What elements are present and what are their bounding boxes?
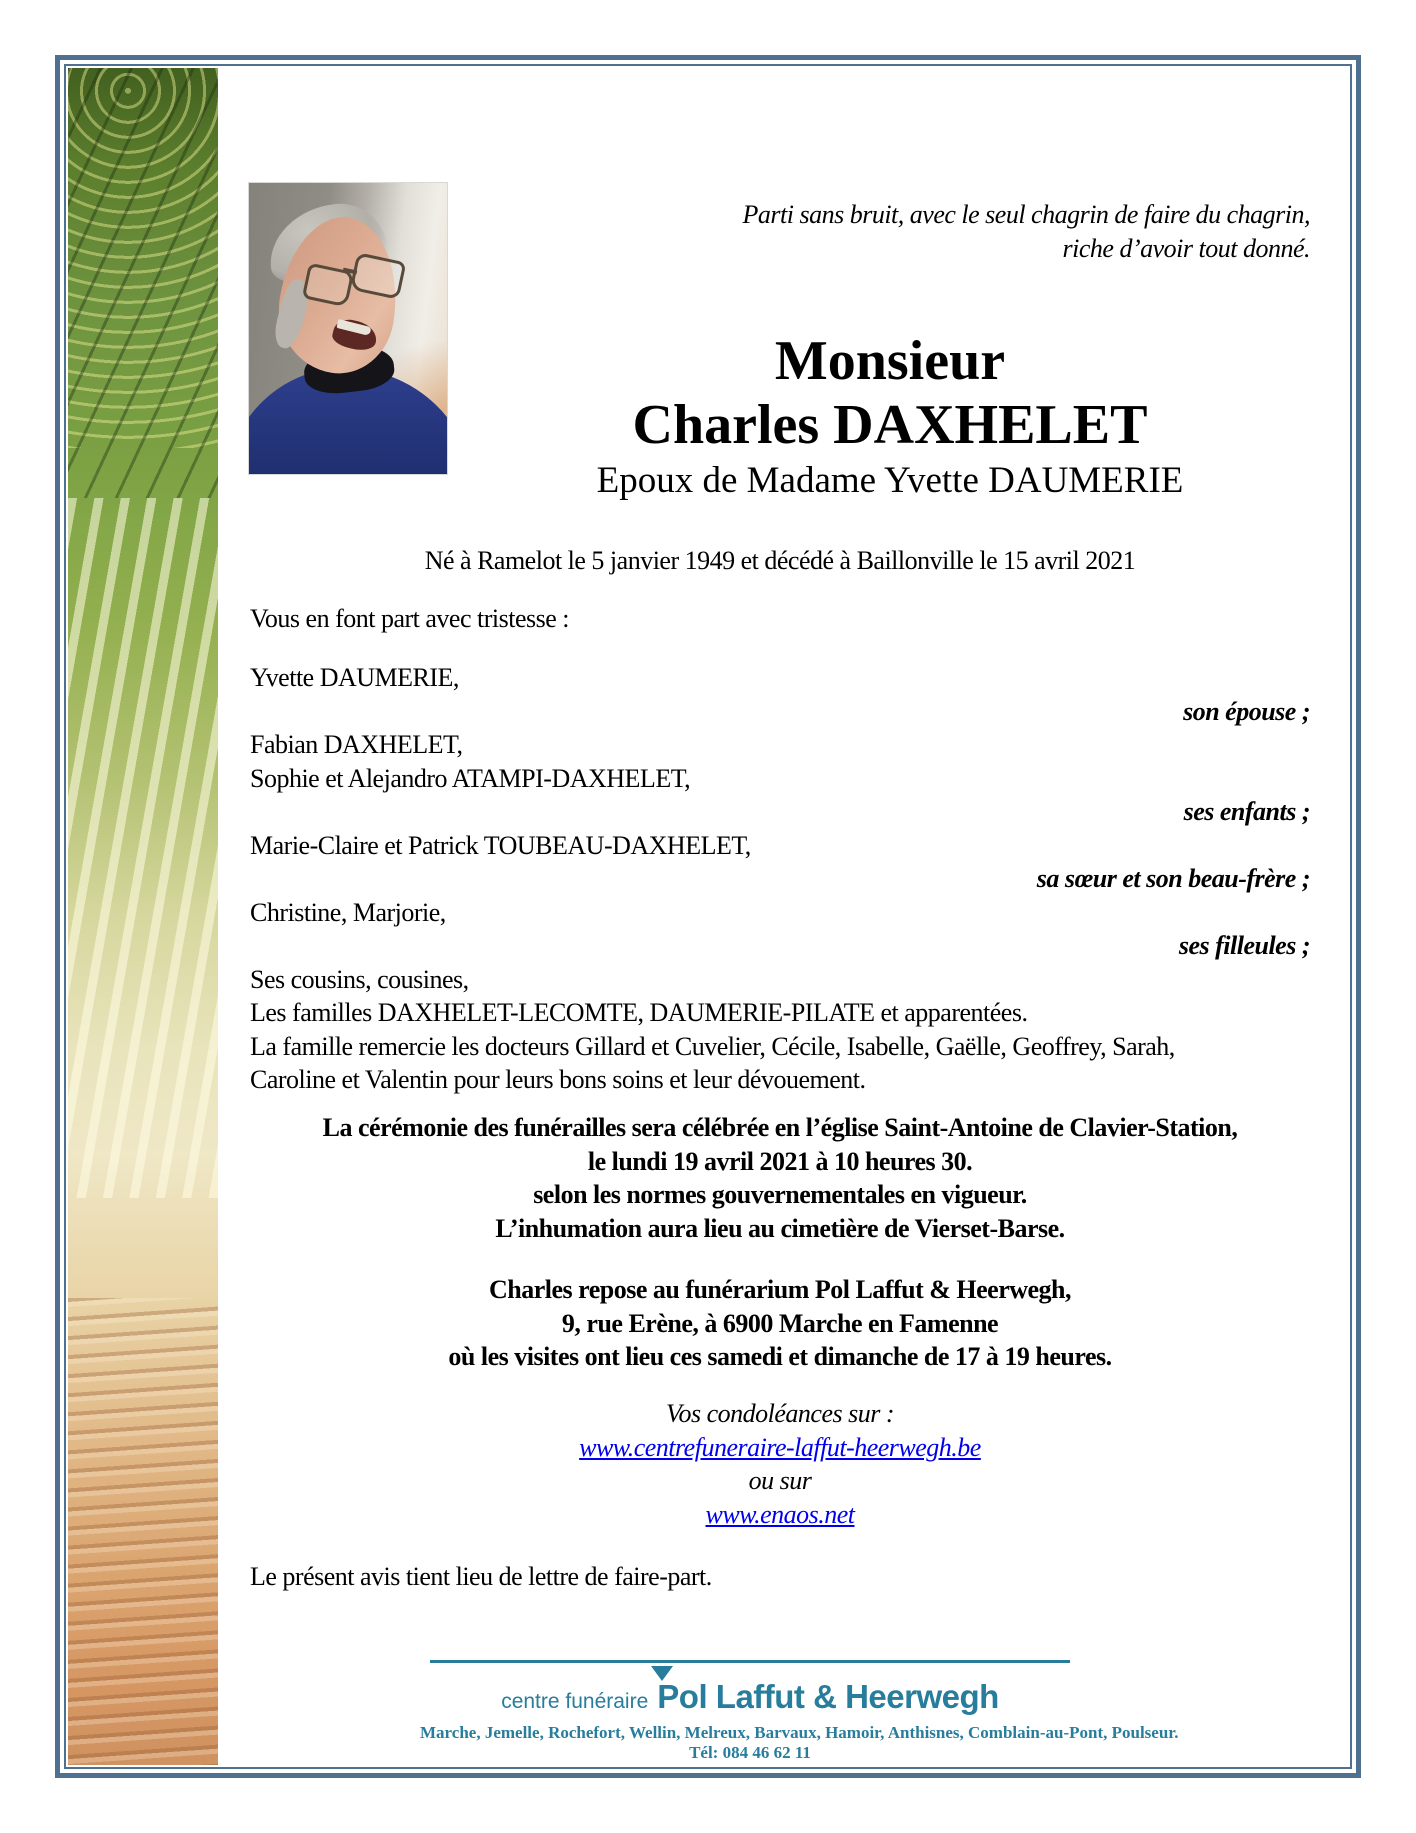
family-member-line: Fabian DAXHELET, [250,730,463,759]
condolences-link-enaos[interactable]: www.enaos.net [705,1499,855,1529]
family-relation-line: son épouse ; [1183,696,1310,726]
portrait-photo [248,182,448,475]
memorial-quote [470,198,1310,266]
repose-line: Charles repose au funérarium Pol Laffut & Heerwegh, [488,1275,1072,1304]
funeral-home-brand [420,1679,1080,1720]
family-relation-line: sa sœur et son beau-frère ; [1036,864,1310,893]
family-relation-line: ses filleules ; [1178,931,1310,960]
brand-name [657,1679,999,1715]
condolences-block [250,1397,1310,1531]
family-member-line: La famille remercie les docteurs Gillard et Cuvelier, Cécile, Isabelle, Gaëlle, Geoffrey, Sarah, [250,1031,1175,1061]
spouse-line: Epoux de Madame Yvette DAUMERIE [596,460,1184,501]
closing-line: Le présent avis tient lieu de lettre de faire-part. [250,1562,712,1591]
brand-prefix: centre funéraire [501,1690,649,1713]
ceremony-details [250,1111,1310,1245]
condolences-or-label: ou sur [748,1466,812,1495]
condolences-label: Vos condoléances sur : [665,1399,894,1428]
footer-divider [430,1660,1070,1663]
announcement-intro: Vous en font part avec tristesse : [250,604,569,633]
brand-name-text: Pol Laffut & Heerwegh [657,1678,999,1715]
condolences-link-funeraire[interactable]: www.centrefuneraire-laffut-heerwegh.be [579,1432,981,1462]
deceased-title-prefix: Monsieur [774,330,1006,392]
repose-line: 9, rue Erène, à 6900 Marche en Famenne [561,1308,999,1338]
footer-locations: Marche, Jemelle, Rochefort, Wellin, Melreux, Barvaux, Hamoir, Anthisnes, Comblain-au-Pont, Poulseur. [420,1723,1179,1742]
family-member-line: Ses cousins, cousines, [250,964,469,994]
family-relation-line: ses enfants ; [1183,797,1310,826]
ceremony-line: L’inhumation aura lieu au cimetière de Vierset-Barse. [495,1213,1065,1243]
deceased-title-block [470,330,1310,505]
family-member-line: Yvette DAUMERIE, [250,663,459,692]
memorial-quote-line2: riche d’avoir tout donné. [1062,234,1310,263]
family-member-line: Les familles DAXHELET-LECOMTE, DAUMERIE-PILATE et apparentées. [250,998,1028,1027]
forest-border-image [68,68,218,1765]
birth-death-line: Né à Ramelot le 5 janvier 1949 et décédé à Baillonville le 15 avril 2021 [424,546,1136,575]
memorial-quote-line1: Parti sans bruit, avec le seul chagrin de faire du chagrin, [742,200,1310,229]
footer-phone: Tél: 084 46 62 11 [689,1743,811,1762]
family-member-line: Caroline et Valentin pour leurs bons soins et leur dévouement. [250,1065,866,1094]
family-member-line: Christine, Marjorie, [250,897,446,927]
ceremony-line: selon les normes gouvernementales en vigueur. [533,1180,1027,1209]
ceremony-line: le lundi 19 avril 2021 à 10 heures 30. [587,1146,973,1176]
ceremony-line: La cérémonie des funérailles sera célébrée en l’église Saint-Antoine de Clavier-Station, [322,1113,1238,1142]
family-list [250,661,1310,1097]
down-triangle-icon [651,1666,673,1681]
repose-details [250,1273,1310,1374]
family-member-line: Marie-Claire et Patrick TOUBEAU-DAXHELET, [250,830,751,860]
repose-line: où les visites ont lieu ces samedi et dimanche de 17 à 19 heures. [448,1342,1112,1371]
funeral-home-footer [420,1660,1179,1763]
family-member-line: Sophie et Alejandro ATAMPI-DAXHELET, [250,763,691,793]
deceased-name: Charles DAXHELET [632,394,1148,456]
